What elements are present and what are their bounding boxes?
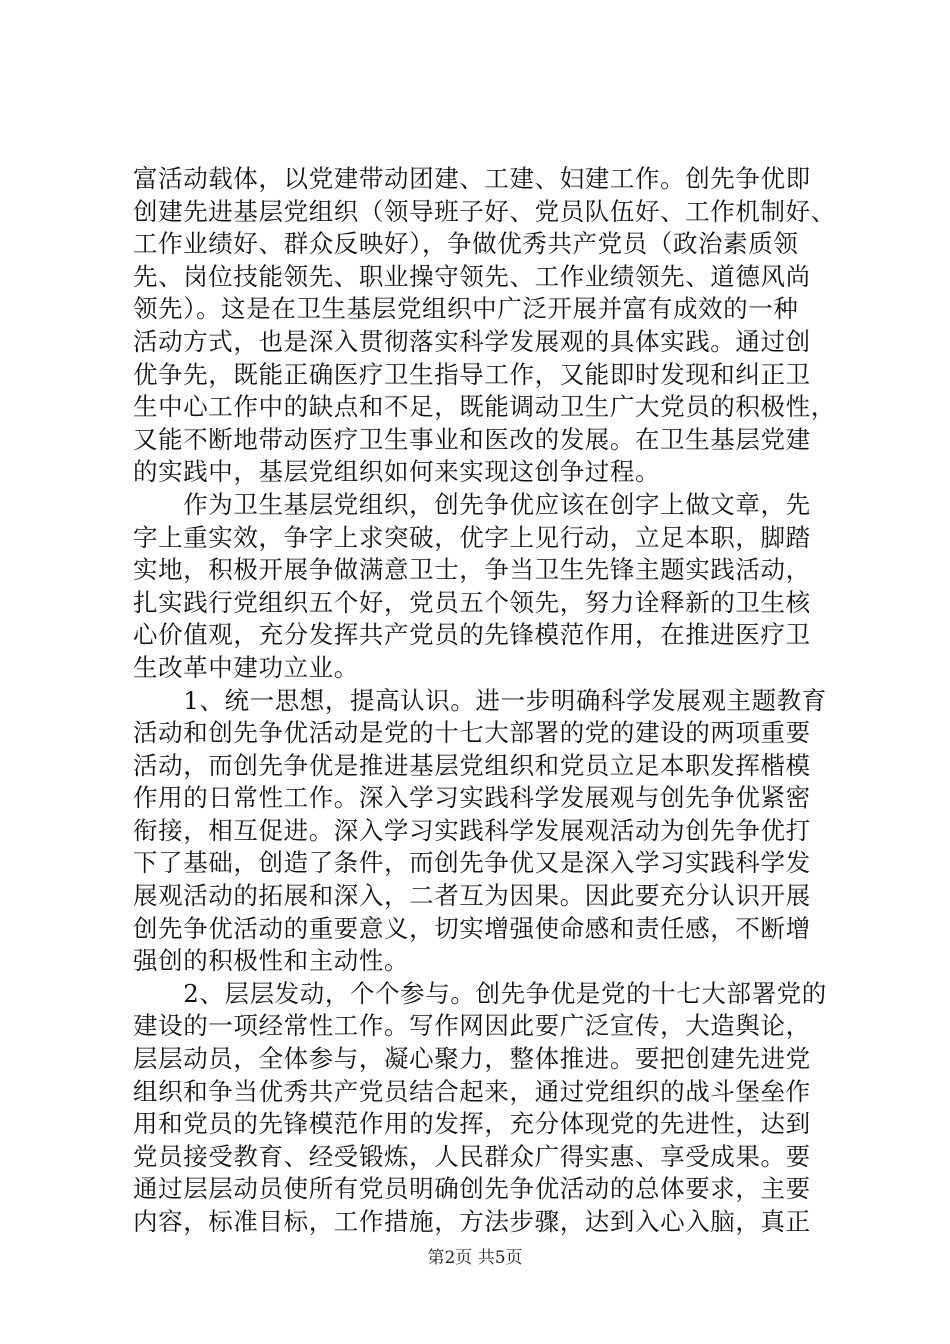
text-line: 作为卫生基层党组织，创先争优应该在创字上做文章，先 xyxy=(133,489,811,519)
text-line: 先、岗位技能领先、职业操守领先、工作业绩领先、道德风尚 xyxy=(133,261,811,291)
text-line: 作用的日常性工作。深入学习实践科学发展观与创先争优紧密 xyxy=(133,783,811,813)
text-line: 用和党员的先锋模范作用的发挥，充分体现党的先进性，达到 xyxy=(133,1109,811,1139)
text-line: 层层动员，全体参与，凝心聚力，整体推进。要把创建先进党 xyxy=(133,1044,811,1074)
text-line: 字上重实效，争字上求突破，优字上见行动，立足本职，脚踏 xyxy=(133,522,811,552)
text-line: 组织和争当优秀共产党员结合起来，通过党组织的战斗堡垒作 xyxy=(133,1076,811,1106)
text-line: 活动，而创先争优是推进基层党组织和党员立足本职发挥楷模 xyxy=(133,750,811,780)
text-line: 强创的积极性和主动性。 xyxy=(133,946,410,976)
text-line: 心价值观，充分发挥共产党员的先锋模范作用，在推进医疗卫 xyxy=(133,620,811,650)
text-line: 2、层层发动，个个参与。创先争优是党的十七大部署党的 xyxy=(133,978,827,1008)
text-line: 创建先进基层党组织（领导班子好、党员队伍好、工作机制好、 xyxy=(133,196,836,226)
text-line: 衔接，相互促进。深入学习实践科学发展观活动为创先争优打 xyxy=(133,815,811,845)
text-line: 展观活动的拓展和深入，二者互为因果。因此要充分认识开展 xyxy=(133,881,811,911)
text-line: 的实践中，基层党组织如何来实现这创争过程。 xyxy=(133,457,661,487)
text-line: 1、统一思想，提高认识。进一步明确科学发展观主题教育 xyxy=(133,685,827,715)
document-body xyxy=(133,163,836,1239)
text-line: 通过层层动员使所有党员明确创先争优活动的总体要求，主要 xyxy=(133,1174,811,1204)
text-line: 党员接受教育、经受锻炼，人民群众广得实惠、享受成果。要 xyxy=(133,1141,811,1171)
text-line: 活动方式，也是深入贯彻落实科学发展观的具体实践。通过创 xyxy=(133,326,811,356)
text-line: 内容，标准目标，工作措施，方法步骤，达到入心入脑，真正 xyxy=(133,1207,811,1236)
text-line: 优争先，既能正确医疗卫生指导工作，又能即时发现和纠正卫 xyxy=(133,359,811,389)
text-line: 富活动载体，以党建带动团建、工建、妇建工作。创先争优即 xyxy=(133,164,811,193)
page-footer: 第2页 共5页 xyxy=(427,1248,523,1268)
text-line: 下了基础，创造了条件，而创先争优又是深入学习实践科学发 xyxy=(133,848,811,878)
text-line: 又能不断地带动医疗卫生事业和医改的发展。在卫生基层党建 xyxy=(133,424,811,454)
text-line: 领先）。这是在卫生基层党组织中广泛开展并富有成效的一种 xyxy=(133,294,799,324)
text-line: 实地，积极开展争做满意卫士，争当卫生先锋主题实践活动， xyxy=(133,555,811,585)
text-line: 建设的一项经常性工作。写作网因此要广泛宣传，大造舆论， xyxy=(133,1011,811,1041)
text-line: 生中心工作中的缺点和不足，既能调动卫生广大党员的积极性， xyxy=(133,392,836,422)
text-line: 活动和创先争优活动是党的十七大部署的党的建设的两项重要 xyxy=(133,718,811,748)
text-line: 创先争优活动的重要意义，切实增强使命感和责任感，不断增 xyxy=(133,913,811,943)
text-line: 扎实践行党组织五个好，党员五个领先，努力诠释新的卫生核 xyxy=(133,587,811,617)
text-line: 工作业绩好、群众反映好），争做优秀共产党员（政治素质领 xyxy=(133,229,799,259)
text-line: 生改革中建功立业。 xyxy=(133,652,359,682)
